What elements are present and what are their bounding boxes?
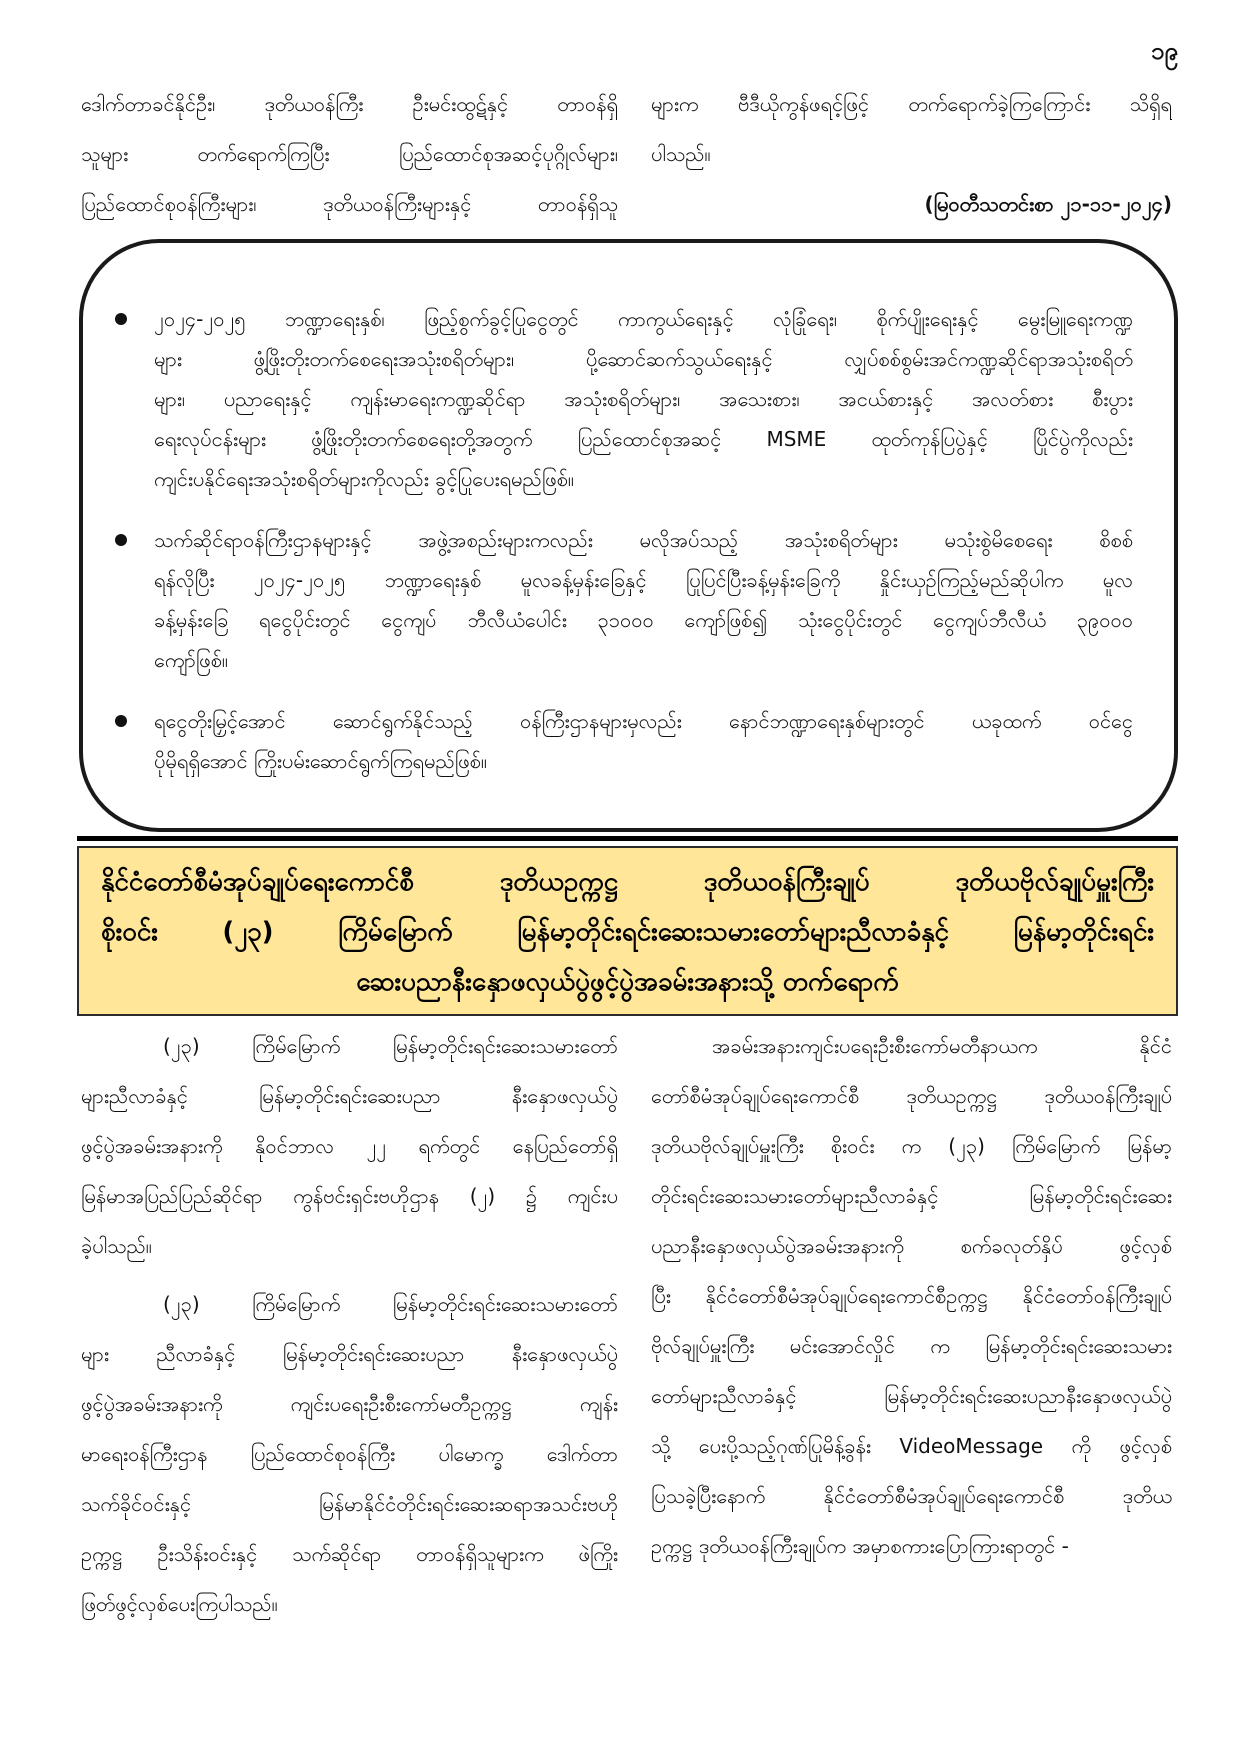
text-line: များ၊ ပညာရေးနှင့် ကျန်းမာရေးကဏ္ဍဆိုင်ရာ အသုံးစရိတ်များ၊ အသေးစား၊ အငယ်စားနှင့် အလတ်စား စီးပွား <box>154 387 1133 411</box>
text-line: သက်ဆိုင်ရာဝန်ကြီးဌာနများနှင့် အဖွဲ့အစည်းများကလည်း မလိုအပ်သည့် အသုံးစရိတ်များ မသုံးစွဲမိစေရေး စိစစ် <box>154 528 1133 552</box>
text-line: ဖွင့်ပွဲအခမ်းအနားကို ကျင်းပရေးဦးစီးကော်မတီဥက္ကဋ္ဌ ကျန်း <box>81 1392 618 1416</box>
text-line: ရငွေတိုးမြှင့်အောင် ဆောင်ရွက်နိုင်သည့် ဝန်ကြီးဌာနများမှလည်း နောင်ဘဏ္ဍာရေးနှစ်များတွင် ယခုထက် ဝင်ငွေ <box>154 709 1133 733</box>
text-line: ပြည်ထောင်စုဝန်ကြီးများ၊ ဒုတိယဝန်ကြီးများနှင့် တာဝန်ရှိသူ <box>81 192 618 216</box>
text-line: ပြီး နိုင်ငံတော်စီမံအုပ်ချုပ်ရေးကောင်စီဥက္ကဋ္ဌ နိုင်ငံတော်ဝန်ကြီးချုပ် <box>651 1284 1172 1308</box>
text-line: (၂၃) ကြိမ်မြောက် မြန်မာ့တိုင်းရင်းဆေးသမားတော် <box>163 1034 618 1058</box>
top-left-column <box>81 79 618 229</box>
article-left-column <box>81 1021 618 1629</box>
text-line: ဒုတိယဗိုလ်ချုပ်မှူးကြီး စိုးဝင်း က (၂၃) ကြိမ်မြောက် မြန်မာ့ <box>651 1134 1172 1158</box>
text-line: ပြသခဲ့ပြီးနောက် နိုင်ငံတော်စီမံအုပ်ချုပ်ရေးကောင်စီ ဒုတိယ <box>651 1484 1172 1508</box>
page-number: ၁၉ <box>1151 37 1178 65</box>
summary-bullet-list <box>154 299 1133 802</box>
text-line: အခမ်းအနားကျင်းပရေးဦးစီးကော်မတီနာယက နိုင်ငံ <box>712 1034 1172 1058</box>
text-line: များညီလာခံနှင့် မြန်မာ့တိုင်းရင်းဆေးပညာ နီးနှောဖလှယ်ပွဲ <box>81 1084 618 1108</box>
text-line: ပိုမိုရရှိအောင် ကြိုးပမ်းဆောင်ရွက်ကြရမည်ဖြစ်။ <box>154 749 487 773</box>
text-line: ဥက္ကဋ္ဌ ဒုတိယဝန်ကြီးချုပ်က အမှာစကားပြောကြားရာတွင် - <box>651 1534 1069 1558</box>
article-right-column <box>651 1021 1172 1571</box>
text-line: ပညာနီးနှောဖလှယ်ပွဲအခမ်းအနားကို စက်ခလုတ်နှိပ် ဖွင့်လှစ် <box>651 1234 1172 1258</box>
text-line: ခန့်မှန်းခြေ ရငွေပိုင်းတွင် ငွေကျပ် ဘီလီယံပေါင်း ၃၁၀၀၀ ကျော်ဖြစ်၍ သုံးငွေပိုင်းတွင် ငွေကျပ်ဘီလီယံ ၃၉၀၀၀ <box>154 608 1133 632</box>
top-right-column <box>651 79 1172 229</box>
headline-line: ဆေးပညာနီးနှောဖလှယ်ပွဲဖွင့်ပွဲအခမ်းအနားသို့ တက်ရောက် <box>356 967 899 997</box>
text-line: များ ဖွံ့ဖြိုးတိုးတက်စေရေးအသုံးစရိတ်များ၊ ပို့ဆောင်ဆက်သွယ်ရေးနှင့် လျှပ်စစ်စွမ်းအင်ကဏ္ဍဆိုင်ရာအသုံးစရိတ် <box>154 347 1133 371</box>
summary-bullet <box>154 299 1133 499</box>
paragraph <box>651 1021 1172 1571</box>
text-line: မာရေးဝန်ကြီးဌာန ပြည်ထောင်စုဝန်ကြီး ပါမောက္ခ ဒေါက်တာ <box>81 1442 618 1466</box>
text-line: ကျော်ဖြစ်။ <box>154 648 228 672</box>
paragraph <box>81 1279 618 1629</box>
text-line: တိုင်းရင်းဆေးသမားတော်များညီလာခံနှင့် မြန်မာ့တိုင်းရင်းဆေး <box>651 1184 1172 1208</box>
bullet-dot-icon <box>115 715 127 727</box>
headline-box <box>77 846 1178 1016</box>
text-line: ကျင်းပနိုင်ရေးအသုံးစရိတ်များကိုလည်း ခွင့်ပြုပေးရမည်ဖြစ်။ <box>154 467 574 491</box>
text-line: ခဲ့ပါသည်။ <box>81 1234 152 1258</box>
text-line: တော်စီမံအုပ်ချုပ်ရေးကောင်စီ ဒုတိယဥက္ကဋ္ဌ ဒုတိယဝန်ကြီးချုပ် <box>651 1084 1172 1108</box>
text-line: များ ညီလာခံနှင့် မြန်မာ့တိုင်းရင်းဆေးပညာ နီးနှောဖလှယ်ပွဲ <box>81 1342 618 1366</box>
text-line: သက်ခိုင်ဝင်းနှင့် မြန်မာနိုင်ငံတိုင်းရင်းဆေးဆရာအသင်းဗဟို <box>81 1492 618 1516</box>
text-line: ဖွင့်ပွဲအခမ်းအနားကို နိုဝင်ဘာလ ၂၂ ရက်တွင် နေပြည်တော်ရှိ <box>81 1134 618 1158</box>
text-line: သို့ ပေးပို့သည့်ဂုဏ်ပြုမိန့်ခွန်း VideoMessage ကို ဖွင့်လှစ် <box>651 1434 1172 1458</box>
text-line: ဥက္ကဋ္ဌ ဦးသိန်းဝင်းနှင့် သက်ဆိုင်ရာ တာဝန်ရှိသူများက ဖဲကြိုး <box>81 1542 618 1566</box>
bullet-dot-icon <box>115 534 127 546</box>
paragraph <box>81 1021 618 1271</box>
text-line: သူများ တက်ရောက်ကြပြီး ပြည်ထောင်စုအဆင့်ပုဂ္ဂိုလ်များ၊ <box>81 142 618 166</box>
text-line: (၂၃) ကြိမ်မြောက် မြန်မာ့တိုင်းရင်းဆေးသမားတော် <box>163 1292 618 1316</box>
source-citation: (မြဝတီသတင်းစာ ၂၁-၁၁-၂၀၂၄) <box>924 192 1172 216</box>
text-line: ပါသည်။ <box>651 142 711 166</box>
text-line: မြန်မာအပြည်ပြည်ဆိုင်ရာ ကွန်ဗင်းရှင်းဗဟိုဌာန (၂) ၌ ကျင်းပ <box>81 1184 618 1208</box>
text-line: တော်များညီလာခံနှင့် မြန်မာ့တိုင်းရင်းဆေးပညာနီးနှောဖလှယ်ပွဲ <box>651 1384 1172 1408</box>
text-line: ဖြတ်ဖွင့်လှစ်ပေးကြပါသည်။ <box>81 1592 278 1616</box>
section-divider <box>77 836 1178 841</box>
bullet-dot-icon <box>115 313 127 325</box>
summary-bullet <box>154 701 1133 781</box>
text-line: ဗိုလ်ချုပ်မှူးကြီး မင်းအောင်လှိုင် က မြန်မာ့တိုင်းရင်းဆေးသမား <box>651 1334 1172 1358</box>
summary-bullet <box>154 520 1133 680</box>
text-line: ရန်လိုပြီး ၂၀၂၄-၂၀၂၅ ဘဏ္ဍာရေးနှစ် မူလခန့်မှန်းခြေနှင့် ပြုပြင်ပြီးခန့်မှန်းခြေကို နှိုင်းယှဉ်ကြည့်မည်ဆိုပါက မူလ <box>154 568 1133 592</box>
text-line: ဒေါက်တာခင်နိုင်ဦး၊ ဒုတိယဝန်ကြီး ဦးမင်းထွဋ်နှင့် တာဝန်ရှိ <box>81 92 618 116</box>
text-line: ရေးလုပ်ငန်းများ ဖွံ့ဖြိုးတိုးတက်စေရေးတို့အတွက် ပြည်ထောင်စုအဆင့် MSME ထုတ်ကုန်ပြပွဲနှင့် ပြိုင်ပွဲကိုလည်း <box>154 427 1133 451</box>
headline-line: နိုင်ငံတော်စီမံအုပ်ချုပ်ရေးကောင်စီ ဒုတိယဥက္ကဋ္ဌ ဒုတိယဝန်ကြီးချုပ် ဒုတိယဗိုလ်ချုပ်မှူးကြီး <box>101 867 1154 897</box>
headline-line: စိုးဝင်း (၂၃) ကြိမ်မြောက် မြန်မာ့တိုင်းရင်းဆေးသမားတော်များညီလာခံနှင့် မြန်မာ့တိုင်းရင်း <box>101 917 1154 947</box>
text-line: ၂၀၂၄-၂၀၂၅ ဘဏ္ဍာရေးနှစ်၊ ဖြည့်စွက်ခွင့်ပြုငွေတွင် ကာကွယ်ရေးနှင့် လုံခြုံရေး၊ စိုက်ပျိုးရေးနှင့် မွေးမြူရေးကဏ္ဍ <box>154 307 1133 331</box>
text-line: များက ဗီဒီယိုကွန်ဖရင့်ဖြင့် တက်ရောက်ခဲ့ကြကြောင်း သိရှိရ <box>651 92 1172 116</box>
